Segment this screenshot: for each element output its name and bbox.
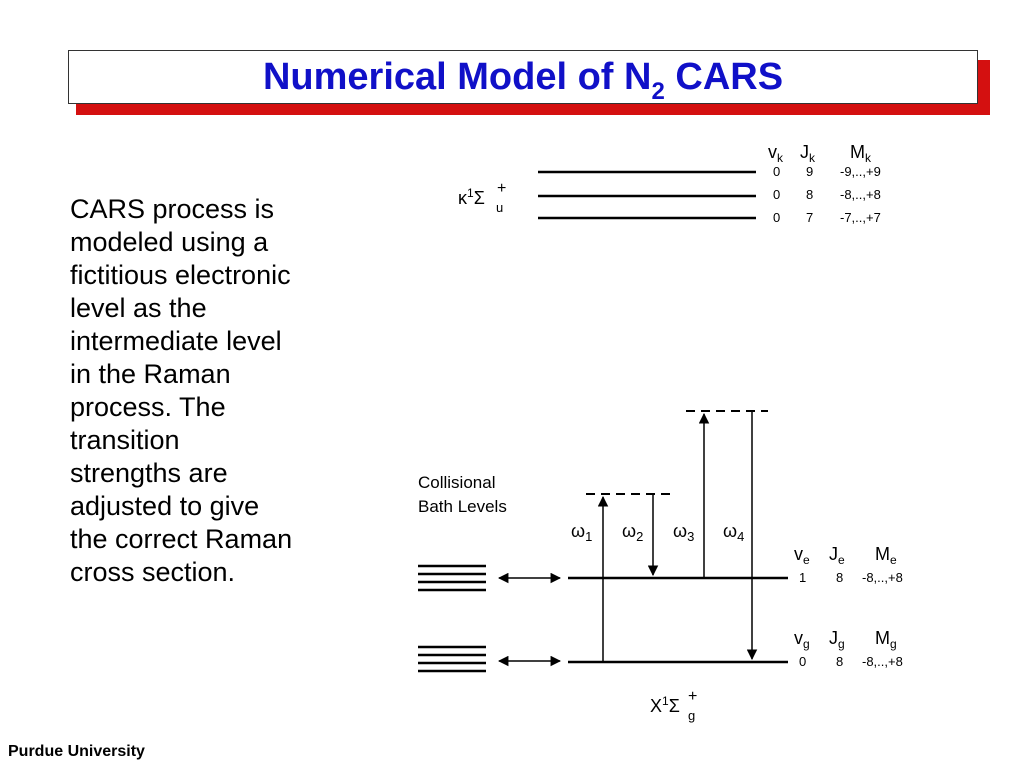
level-j-value: 8 — [836, 570, 844, 585]
level-m-value: -8,..,+8 — [862, 654, 903, 669]
header-v: $v_e$ — [794, 544, 810, 567]
ground-level-labels — [794, 628, 903, 669]
level-m-value: -8,..,+8 — [840, 187, 881, 202]
level-j-value: 8 — [836, 654, 844, 669]
level-v-value: 1 — [799, 570, 807, 585]
omega4-label: $\omega_4$ — [723, 521, 745, 544]
header-m: $M_e$ — [875, 544, 897, 567]
omega1-label: $\omega_1$ — [571, 521, 593, 544]
omega2-label: $\omega_2$ — [622, 521, 644, 544]
upper-state-values — [773, 164, 881, 225]
bath-label-line1: Collisional — [418, 473, 496, 492]
excited-level-labels — [794, 544, 903, 585]
ground-state-label: $X^1\Sigma$ — [650, 694, 680, 716]
level-v-value: 0 — [773, 164, 781, 179]
footer-institution: Purdue University — [8, 743, 145, 760]
level-m-value: -7,..,+7 — [840, 210, 881, 225]
page-title: Numerical Model of $N_2$ CARS — [262, 55, 784, 105]
upper-state-label: $\kappa^1\Sigma$ — [458, 186, 485, 208]
header-v: $v_k$ — [768, 142, 783, 165]
header-j: $J_g$ — [829, 628, 845, 651]
header-j: $J_e$ — [829, 544, 845, 567]
ground-state-sub: g — [688, 708, 696, 723]
level-m-value: -9,..,+9 — [840, 164, 881, 179]
upper-state-levels — [538, 172, 756, 218]
level-v-value: 0 — [799, 654, 807, 669]
level-v-value: 0 — [773, 187, 781, 202]
header-v: $v_g$ — [794, 628, 810, 651]
upper-state-headers — [768, 142, 872, 165]
header-j: $J_k$ — [800, 142, 815, 165]
bath-levels-lower — [418, 647, 486, 671]
upper-state-plus: + — [497, 180, 507, 197]
upper-state-sub: u — [496, 200, 504, 215]
bath-label-line2: Bath Levels — [418, 497, 507, 516]
level-j-value: 9 — [806, 164, 814, 179]
bath-levels-upper — [418, 566, 486, 590]
header-m: $M_g$ — [875, 628, 897, 651]
level-j-value: 7 — [806, 210, 814, 225]
description-text: CARS process is modeled using a fictitious electronic level as the intermediate level in the Raman process. The transition strengths are adjusted to give the correct Raman cross section. — [70, 194, 293, 587]
header-m: $M_k$ — [850, 142, 871, 165]
level-m-value: -8,..,+8 — [862, 570, 903, 585]
level-v-value: 0 — [773, 210, 781, 225]
ground-state-plus: + — [688, 688, 698, 705]
omega3-label: $\omega_3$ — [673, 521, 695, 544]
level-j-value: 8 — [806, 187, 814, 202]
